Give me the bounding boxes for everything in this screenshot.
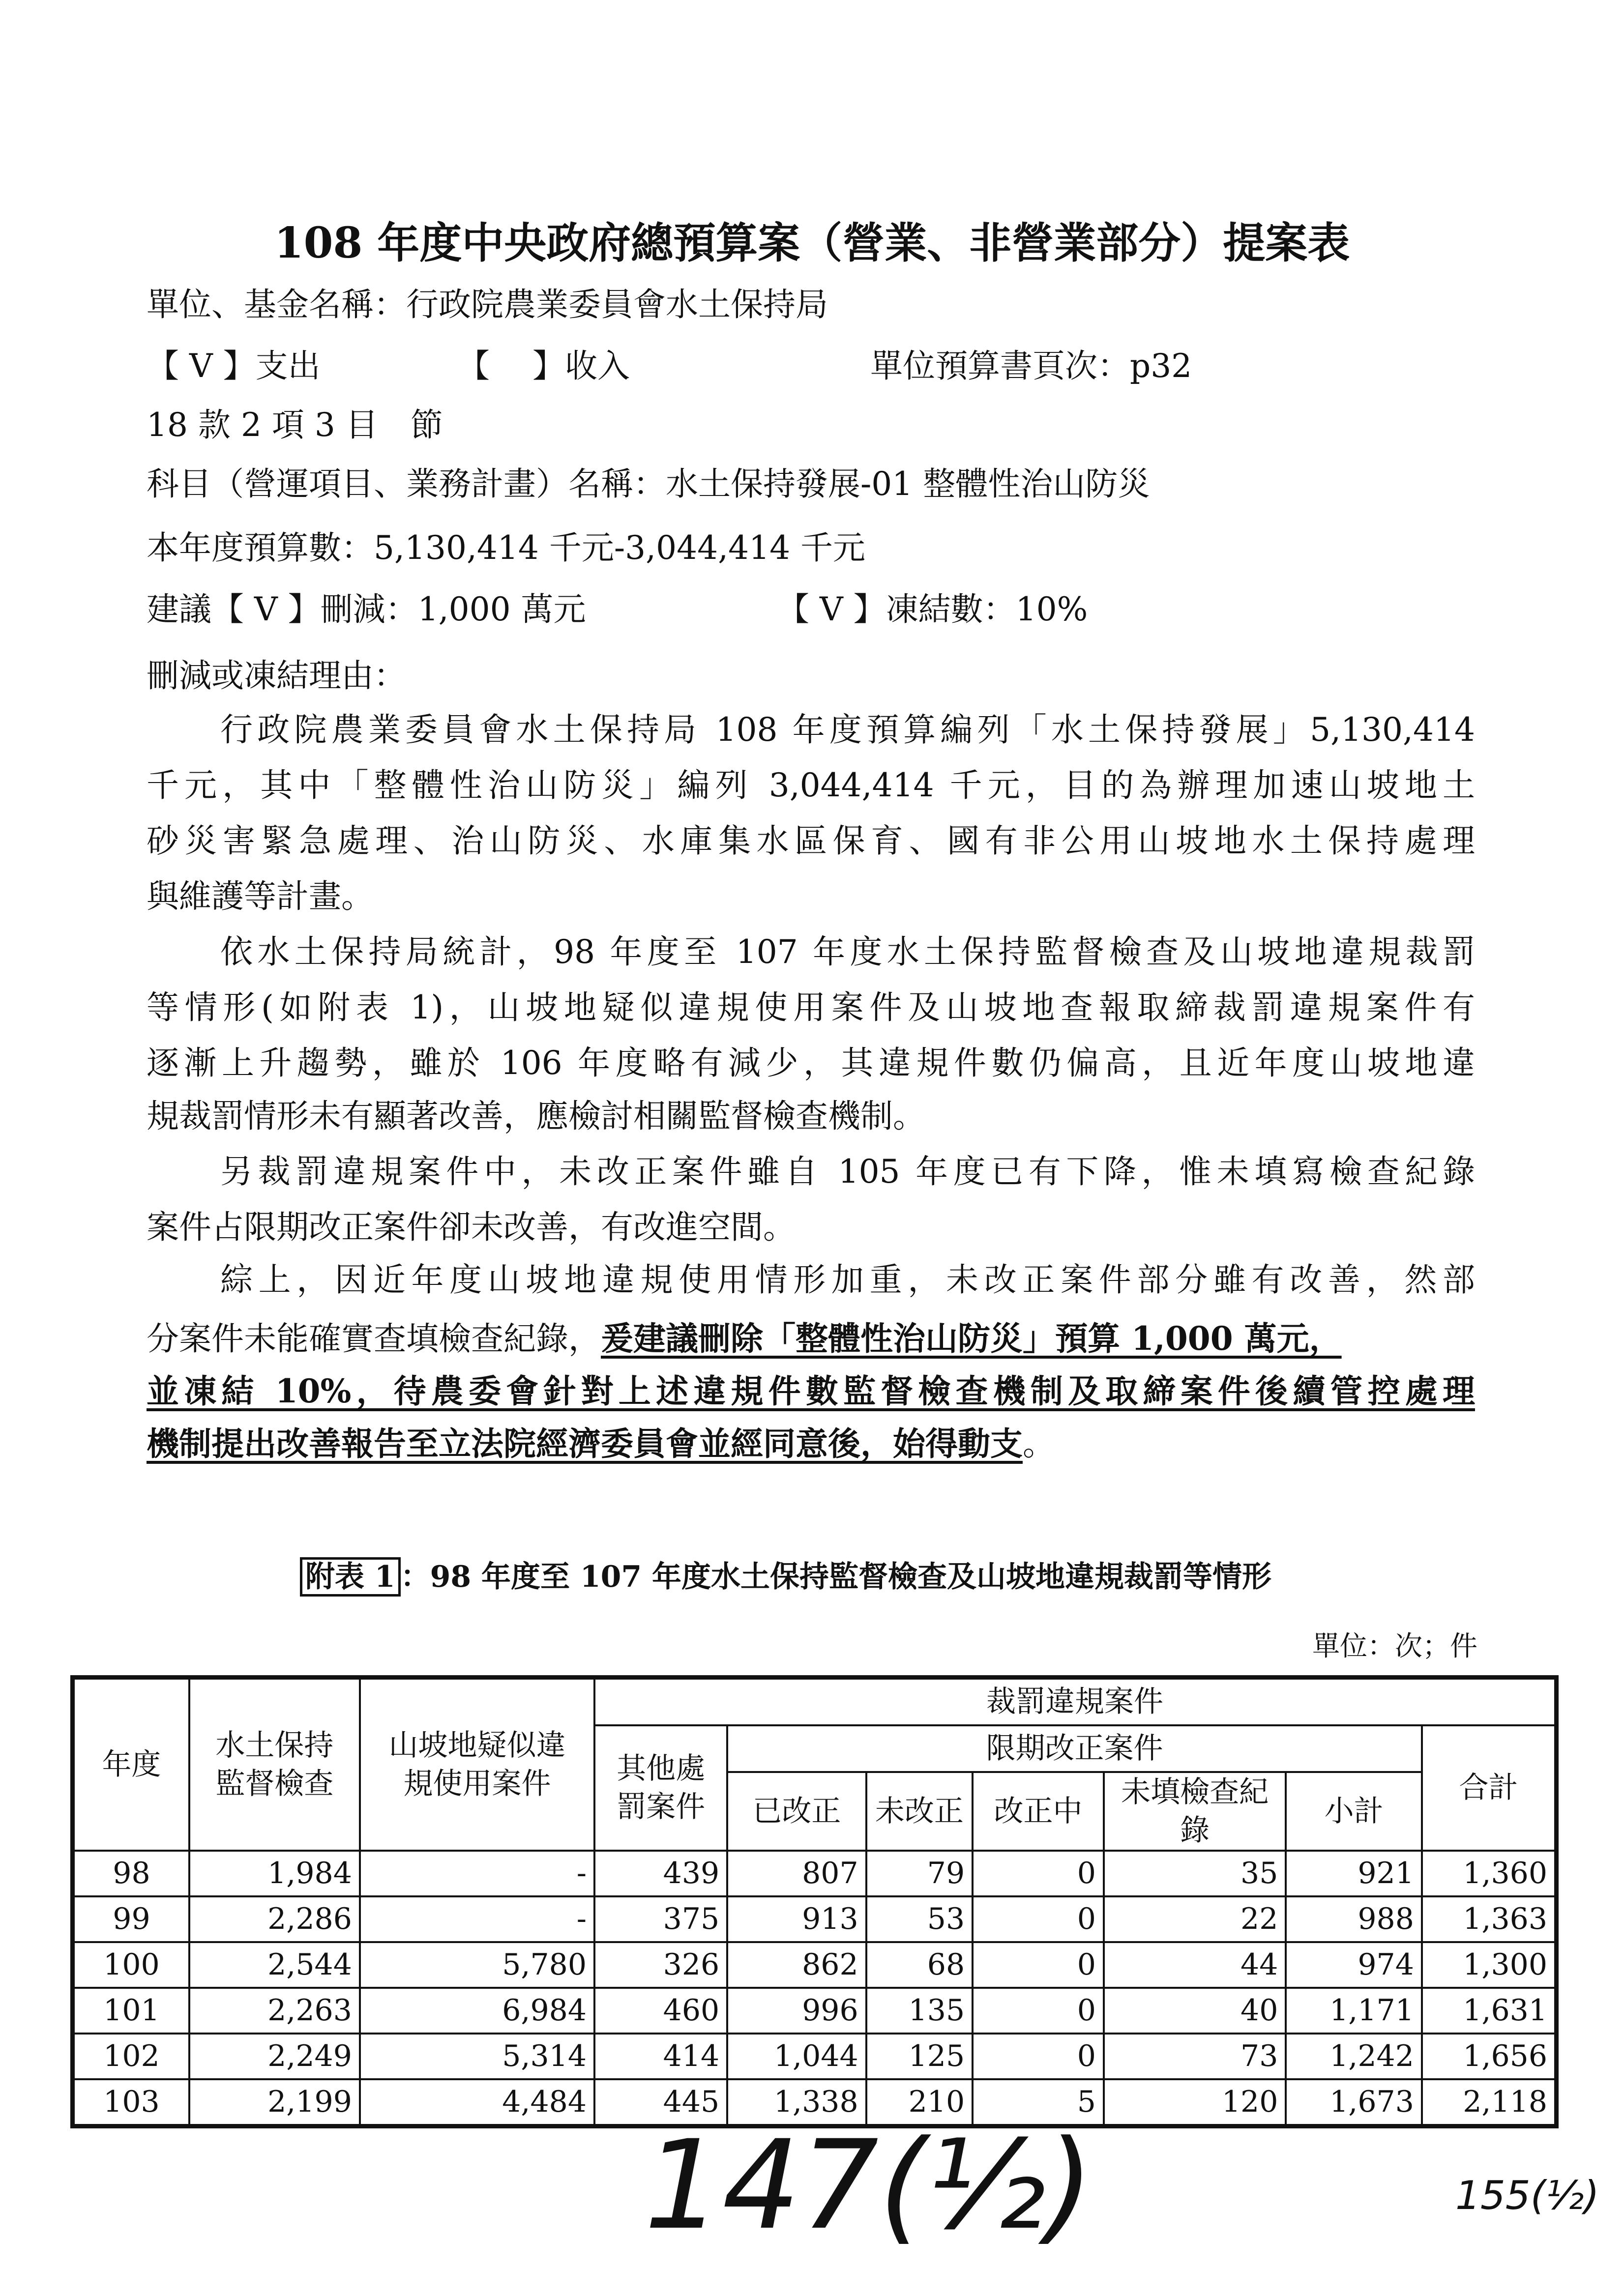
paragraph-line: 等情形(如附表 1)，山坡地疑似違規使用案件及山坡地查報取締裁罰違規案件有 xyxy=(147,988,1475,1026)
table-cell: 2,544 xyxy=(189,1942,360,1988)
table-cell: 98 xyxy=(73,1851,189,1896)
conclusion-line xyxy=(147,1422,1055,1466)
paragraph-line: 行政院農業委員會水土保持局 108 年度預算編列「水土保持發展」5,130,414 xyxy=(220,711,1475,749)
header-unfilled: 未填檢查紀錄 xyxy=(1104,1772,1286,1851)
paragraph-line: 逐漸上升趨勢，雖於 106 年度略有減少，其違規件數仍偏高，且近年度山坡地違 xyxy=(147,1044,1475,1082)
table-cell: 996 xyxy=(727,1988,866,2034)
table-cell: 5,780 xyxy=(360,1942,594,1988)
table-unit: 單位：次；件 xyxy=(1312,1630,1477,1662)
subject: 科目（營運項目、業務計畫）名稱：水土保持發展-01 整體性治山防災 xyxy=(147,465,1151,503)
table-cell: 1,171 xyxy=(1286,1988,1422,2034)
header-suspect: 山坡地疑似違規使用案件 xyxy=(360,1678,594,1851)
table-cell: 1,242 xyxy=(1286,2034,1422,2079)
header-fixing: 改正中 xyxy=(973,1772,1104,1851)
table-cell: 2,199 xyxy=(189,2079,360,2126)
paragraph-line: 規裁罰情形未有顯著改善，應檢討相關監督檢查機制。 xyxy=(147,1097,925,1135)
table-cell: 100 xyxy=(73,1942,189,1988)
table-cell: 326 xyxy=(594,1942,727,1988)
table-cell: 2,249 xyxy=(189,2034,360,2079)
header-year: 年度 xyxy=(73,1678,189,1851)
header-subtotal: 小計 xyxy=(1286,1772,1422,1851)
header-total: 合計 xyxy=(1422,1725,1557,1851)
table-cell: 102 xyxy=(73,2034,189,2079)
table-cell: 460 xyxy=(594,1988,727,2034)
paragraph-line: 砂災害緊急處理、治山防災、水庫集水區保育、國有非公用山坡地水土保持處理 xyxy=(147,822,1475,860)
conclusion-emphasis: 機制提出改善報告至立法院經濟委員會並經同意後，始得動支 xyxy=(147,1424,1023,1463)
table-cell: 120 xyxy=(1104,2079,1286,2126)
handwritten-page-number: 147(½) xyxy=(644,2114,1094,2257)
table-row xyxy=(73,1942,1557,1988)
table-cell: 0 xyxy=(973,1988,1104,2034)
table-cell: 1,338 xyxy=(727,2079,866,2126)
table-row xyxy=(73,1988,1557,2034)
header-penalty: 裁罰違規案件 xyxy=(594,1678,1556,1725)
table-cell: 1,044 xyxy=(727,2034,866,2079)
table-cell: 5 xyxy=(973,2079,1104,2126)
table-cell: 5,314 xyxy=(360,2034,594,2079)
table-cell: 1,300 xyxy=(1422,1942,1557,1988)
table-cell: 0 xyxy=(973,1896,1104,1942)
conclusion-text: 分案件未能確實查填檢查紀錄， xyxy=(147,1320,601,1358)
table-cell: 988 xyxy=(1286,1896,1422,1942)
table-cell: 807 xyxy=(727,1851,866,1896)
header-unfixed: 未改正 xyxy=(866,1772,973,1851)
header-inspect: 水土保持監督檢查 xyxy=(189,1678,360,1851)
table-cell: 68 xyxy=(866,1942,973,1988)
table-cell: 53 xyxy=(866,1896,973,1942)
conclusion-end: 。 xyxy=(1023,1425,1055,1463)
table-cell: 40 xyxy=(1104,1988,1286,2034)
table-caption-text: ：98 年度至 107 年度水土保持監督檢查及山坡地違規裁罰等情形 xyxy=(400,1560,1272,1594)
table-cell: 99 xyxy=(73,1896,189,1942)
table-cell: 913 xyxy=(727,1896,866,1942)
conclusion-line: 綜上，因近年度山坡地違規使用情形加重，未改正案件部分雖有改善，然部 xyxy=(220,1261,1475,1299)
suggest-cut: 建議【 V 】刪減：1,000 萬元 xyxy=(147,590,586,628)
income-check: 【 】收入 xyxy=(457,347,630,385)
paragraph-line: 另裁罰違規案件中，未改正案件雖自 105 年度已有下降，惟未填寫檢查紀錄 xyxy=(220,1153,1475,1191)
table-cell: 1,360 xyxy=(1422,1851,1557,1896)
table-cell: 1,363 xyxy=(1422,1896,1557,1942)
reason-label: 刪減或凍結理由： xyxy=(147,657,406,695)
table-cell: 6,984 xyxy=(360,1988,594,2034)
table-cell: 79 xyxy=(866,1851,973,1896)
table-cell: 974 xyxy=(1286,1942,1422,1988)
table-cell: 101 xyxy=(73,1988,189,2034)
table-cell: 0 xyxy=(973,1942,1104,1988)
table-row xyxy=(73,2034,1557,2079)
table-cell: 414 xyxy=(594,2034,727,2079)
table-row xyxy=(73,1896,1557,1942)
data-table xyxy=(70,1675,1559,2128)
table-cell: 135 xyxy=(866,1988,973,2034)
table-cell: 1,631 xyxy=(1422,1988,1557,2034)
table-cell: 0 xyxy=(973,1851,1104,1896)
table-cell: 2,286 xyxy=(189,1896,360,1942)
suggest-freeze: 【 V 】凍結數：10% xyxy=(777,590,1088,628)
header-deadline: 限期改正案件 xyxy=(727,1725,1422,1772)
budget: 本年度預算數：5,130,414 千元-3,044,414 千元 xyxy=(147,529,866,567)
table-cell: 125 xyxy=(866,2034,973,2079)
paragraph-line: 千元，其中「整體性治山防災」編列 3,044,414 千元，目的為辦理加速山坡地土 xyxy=(147,766,1475,804)
table-cell: 73 xyxy=(1104,2034,1286,2079)
table-cell: 1,656 xyxy=(1422,2034,1557,2079)
table-cell: 22 xyxy=(1104,1896,1286,1942)
section: 18 款 2 項 3 目 節 xyxy=(147,406,443,444)
conclusion-emphasis: 爰建議刪除「整體性治山防災」預算 1,000 萬元， xyxy=(601,1319,1342,1358)
table-cell: 4,484 xyxy=(360,2079,594,2126)
unit-name: 單位、基金名稱：行政院農業委員會水土保持局 xyxy=(147,286,828,323)
paragraph-line: 依水土保持局統計，98 年度至 107 年度水土保持監督檢查及山坡地違規裁罰 xyxy=(220,933,1475,971)
page-title: 108 年度中央政府總預算案（營業、非營業部分）提案表 xyxy=(274,218,1350,268)
table-cell: 2,263 xyxy=(189,1988,360,2034)
page-ref: 單位預算書頁次：p32 xyxy=(870,347,1192,385)
table-cell: 921 xyxy=(1286,1851,1422,1896)
paragraph-line: 與維護等計畫。 xyxy=(147,877,374,915)
table-cell: 862 xyxy=(727,1942,866,1988)
conclusion-line xyxy=(147,1316,1342,1361)
table-cell: - xyxy=(360,1896,594,1942)
conclusion-emphasis: 並凍結 10%，待農委會針對上述違規件數監督檢查機制及取締案件後續管控處理 xyxy=(147,1372,1475,1410)
table-cell: 0 xyxy=(973,2034,1104,2079)
table-cell: 439 xyxy=(594,1851,727,1896)
table-row xyxy=(73,1851,1557,1896)
table-cell: 35 xyxy=(1104,1851,1286,1896)
table-cell: 2,118 xyxy=(1422,2079,1557,2126)
table-cell: 44 xyxy=(1104,1942,1286,1988)
header-fixed: 已改正 xyxy=(727,1772,866,1851)
table-cell: 210 xyxy=(866,2079,973,2126)
table-caption xyxy=(300,1553,1271,1596)
expense-check: 【 V 】支出 xyxy=(147,347,321,385)
table-cell: 103 xyxy=(73,2079,189,2126)
table-cell: 445 xyxy=(594,2079,727,2126)
table-cell: 375 xyxy=(594,1896,727,1942)
header-other: 其他處罰案件 xyxy=(594,1725,727,1851)
table-cell: - xyxy=(360,1851,594,1896)
table-caption-box: 附表 1 xyxy=(300,1557,401,1597)
handwritten-small-number: 155(½) xyxy=(1455,2173,1599,2218)
paragraph-line: 案件占限期改正案件卻未改善，有改進空間。 xyxy=(147,1208,796,1246)
table-cell: 1,984 xyxy=(189,1851,360,1896)
table-cell: 1,673 xyxy=(1286,2079,1422,2126)
